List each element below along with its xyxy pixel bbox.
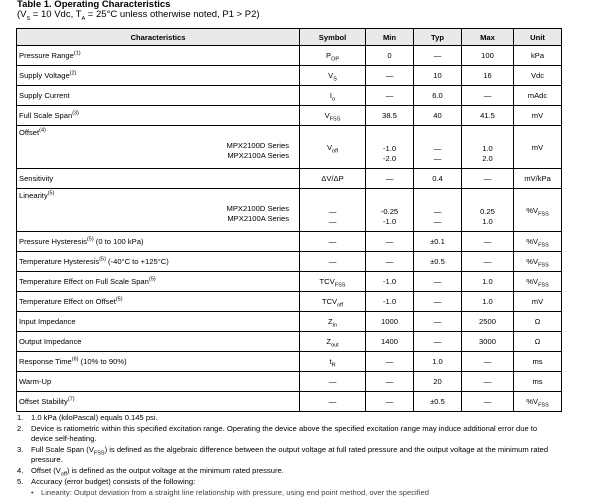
footnotes: [17, 413, 557, 499]
symbol-cell: —: [300, 372, 366, 392]
max-cell: —: [462, 392, 514, 412]
footnote: 5. Accuracy (error budget) consists of the following:: [17, 477, 196, 486]
min-cell: 0: [366, 46, 414, 66]
min-cell: 1400: [366, 332, 414, 352]
symbol-cell: $Z_{out}$: [300, 332, 366, 352]
header-characteristics: Characteristics: [17, 29, 300, 46]
footnote: 3. Full Scale Span $(V_{FSS})$ is defined as the algebraic difference between the output voltage at full rated pressure and the output voltage at the minimum rated pressure.: [17, 445, 549, 464]
symbol-cell: $V_{FSS}$: [300, 106, 366, 126]
unit-cell: kPa: [514, 46, 562, 66]
table-row-offset: [17, 126, 562, 169]
symbol-cell: $t_R$: [300, 352, 366, 372]
unit-cell: $\%V_{FSS}$: [514, 189, 562, 232]
table-row: [17, 312, 562, 332]
max-cell: 100: [462, 46, 514, 66]
typ-cell: 10: [414, 66, 462, 86]
symbol-cell: —: [300, 392, 366, 412]
unit-cell: ms: [514, 372, 562, 392]
header-typ: Typ: [414, 29, 462, 46]
max-cell: —: [462, 232, 514, 252]
min-cell: —: [366, 372, 414, 392]
typ-cell: — —: [414, 189, 462, 232]
min-cell: —: [366, 86, 414, 106]
typ-cell: —: [414, 332, 462, 352]
typ-cell: —: [414, 272, 462, 292]
symbol-cell: $V_{off}$: [300, 126, 366, 169]
min-cell: —: [366, 232, 414, 252]
unit-cell: mV: [514, 106, 562, 126]
characteristic-cell: Warm-Up: [17, 372, 300, 392]
characteristic-cell: Offset Stability$^{(7)}$: [17, 392, 300, 412]
typ-cell: 0.4: [414, 169, 462, 189]
characteristic-cell: Sensitivity: [17, 169, 300, 189]
typ-cell: —: [414, 46, 462, 66]
characteristic-cell: Pressure Range$^{(1)}$: [17, 46, 300, 66]
symbol-cell: $P_{OP}$: [300, 46, 366, 66]
table-row: [17, 46, 562, 66]
characteristic-cell: Temperature Hysteresis$^{(5)}$ (-40°C to +125°C): [17, 252, 300, 272]
symbol-cell: $TCV_{FSS}$: [300, 272, 366, 292]
characteristic-cell: Supply Voltage$^{(2)}$: [17, 66, 300, 86]
header-unit: Unit: [514, 29, 562, 46]
footnote: • Linearity: Output deviation from a straight line relationship with pressure, using end point method, over the specified: [31, 488, 429, 497]
characteristic-cell: Output Impedance: [17, 332, 300, 352]
header-symbol: Symbol: [300, 29, 366, 46]
table-row: [17, 169, 562, 189]
table-row: [17, 392, 562, 412]
table-row: [17, 372, 562, 392]
table-row: [17, 66, 562, 86]
min-cell: 38.5: [366, 106, 414, 126]
symbol-cell: $I_o$: [300, 86, 366, 106]
min-cell: -1.0 -2.0: [366, 126, 414, 169]
max-cell: —: [462, 372, 514, 392]
min-cell: —: [366, 392, 414, 412]
table-row: [17, 332, 562, 352]
table-row: [17, 272, 562, 292]
min-cell: -1.0: [366, 292, 414, 312]
typ-cell: ±0.5: [414, 392, 462, 412]
unit-cell: $\%V_{FSS}$: [514, 272, 562, 292]
header-row: [17, 29, 562, 46]
header-max: Max: [462, 29, 514, 46]
table-row: [17, 232, 562, 252]
table-subtitle: ($V_S = 10$ Vdc, $T_A = 25^\circ C$ unless otherwise noted, P1 > P2): [17, 9, 260, 22]
min-cell: —: [366, 169, 414, 189]
characteristic-cell: Response Time$^{(6)}$ (10% to 90%): [17, 352, 300, 372]
max-cell: 41.5: [462, 106, 514, 126]
symbol-cell: $V_S$: [300, 66, 366, 86]
characteristic-cell: Temperature Effect on Full Scale Span$^{(5)}$: [17, 272, 300, 292]
typ-cell: — —: [414, 126, 462, 169]
table-row: [17, 292, 562, 312]
table-row-linearity: [17, 189, 562, 232]
footnote: 1. 1.0 kPa (kiloPascal) equals 0.145 psi.: [17, 413, 158, 422]
min-cell: 1000: [366, 312, 414, 332]
characteristic-cell: Linearity$^{(5)}$ MPX2100D Series MPX2100A Series: [17, 189, 300, 232]
symbol-cell: ΔV/ΔP: [300, 169, 366, 189]
unit-cell: $\%V_{FSS}$: [514, 232, 562, 252]
table-row: [17, 352, 562, 372]
characteristic-cell: Full Scale Span$^{(3)}$: [17, 106, 300, 126]
symbol-cell: $TCV_{off}$: [300, 292, 366, 312]
max-cell: 16: [462, 66, 514, 86]
unit-cell: mV/kPa: [514, 169, 562, 189]
table-row: [17, 86, 562, 106]
min-cell: -0.25 -1.0: [366, 189, 414, 232]
unit-cell: Vdc: [514, 66, 562, 86]
max-cell: —: [462, 86, 514, 106]
unit-cell: Ω: [514, 312, 562, 332]
min-cell: —: [366, 66, 414, 86]
table-title: Table 1. Operating Characteristics: [17, 0, 171, 10]
footnote: 4. Offset $(V_{off})$ is defined as the output voltage at the minimum rated pressure.: [17, 466, 284, 478]
characteristic-cell: Temperature Effect on Offset$^{(5)}$: [17, 292, 300, 312]
table-row: [17, 252, 562, 272]
unit-cell: mV: [514, 126, 562, 169]
typ-cell: 20: [414, 372, 462, 392]
unit-cell: $\%V_{FSS}$: [514, 392, 562, 412]
unit-cell: ms: [514, 352, 562, 372]
typ-cell: 40: [414, 106, 462, 126]
typ-cell: 6.0: [414, 86, 462, 106]
max-cell: —: [462, 252, 514, 272]
table-row: [17, 106, 562, 126]
characteristic-cell: Pressure Hysteresis$^{(5)}$ (0 to 100 kPa): [17, 232, 300, 252]
typ-cell: —: [414, 292, 462, 312]
max-cell: 0.25 1.0: [462, 189, 514, 232]
typ-cell: —: [414, 312, 462, 332]
unit-cell: mAdc: [514, 86, 562, 106]
symbol-cell: —: [300, 252, 366, 272]
typ-cell: 1.0: [414, 352, 462, 372]
max-cell: 1.0: [462, 272, 514, 292]
footnote: 2. Device is ratiometric within this specified excitation range. Operating the device above the specified excitation range may induce additional error due to device self-heating.: [17, 424, 538, 443]
max-cell: 1.0: [462, 292, 514, 312]
symbol-cell: —: [300, 232, 366, 252]
symbol-cell: — —: [300, 189, 366, 232]
min-cell: —: [366, 252, 414, 272]
max-cell: —: [462, 169, 514, 189]
max-cell: 3000: [462, 332, 514, 352]
unit-cell: Ω: [514, 332, 562, 352]
typ-cell: ±0.1: [414, 232, 462, 252]
header-min: Min: [366, 29, 414, 46]
characteristic-cell: Supply Current: [17, 86, 300, 106]
unit-cell: $\%V_{FSS}$: [514, 252, 562, 272]
characteristic-cell: Offset$^{(4)}$ MPX2100D Series MPX2100A Series: [17, 126, 300, 169]
typ-cell: ±0.5: [414, 252, 462, 272]
max-cell: —: [462, 352, 514, 372]
symbol-cell: $Z_{in}$: [300, 312, 366, 332]
operating-characteristics-table: [16, 28, 562, 412]
characteristic-cell: Input Impedance: [17, 312, 300, 332]
min-cell: -1.0: [366, 272, 414, 292]
max-cell: 2500: [462, 312, 514, 332]
min-cell: —: [366, 352, 414, 372]
max-cell: 1.0 2.0: [462, 126, 514, 169]
unit-cell: mV: [514, 292, 562, 312]
